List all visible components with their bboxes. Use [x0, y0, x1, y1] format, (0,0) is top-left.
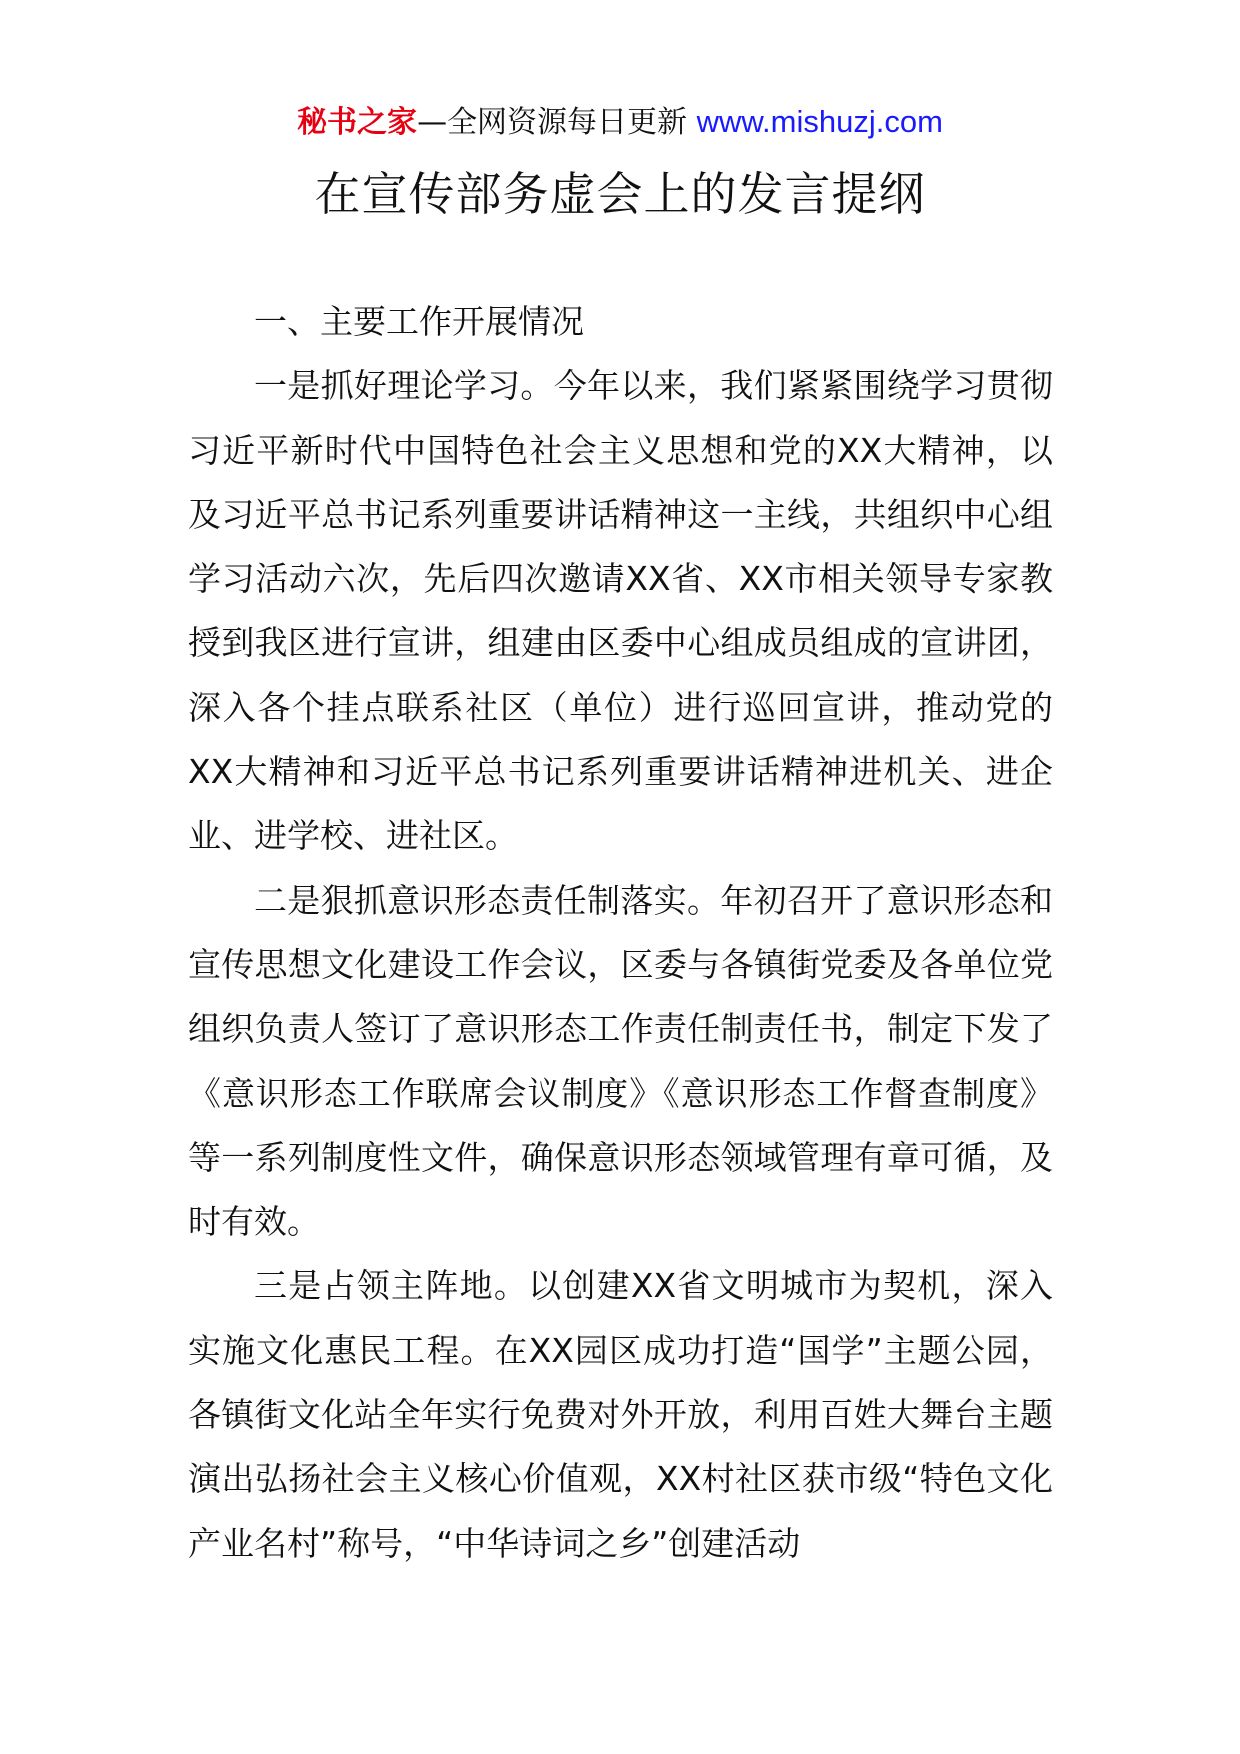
document-body — [188, 290, 1053, 1576]
body-paragraph: 二是狠抓意识形态责任制落实。年初召开了意识形态和宣传思想文化建设工作会议，区委与各镇街党委及各单位党组织负责人签订了意识形态工作责任制责任书，制定下发了《意识形态工作联席会议制度》《意识形态工作督查制度》等一系列制度性文件，确保意识形态领域管理有章可循，及时有效。 — [188, 880, 1053, 1242]
body-paragraph: 一是抓好理论学习。今年以来，我们紧紧围绕学习贯彻习近平新时代中国特色社会主义思想和党的XX大精神，以及习近平总书记系列重要讲话精神这一主线，共组织中心组学习活动六次，先后四次邀请XX省、XX市相关领导专家教授到我区进行宣讲，组建由区委中心组成员组成的宣讲团，深入各个挂点联系社区（单位）进行巡回宣讲，推动党的XX大精神和习近平总书记系列重要讲话精神进机关、进企业、进学校、进社区。 — [188, 366, 1053, 856]
site-url-link[interactable]: www.mishuzj.com — [696, 104, 943, 139]
document-title: 在宣传部务虚会上的发言提纲 — [314, 167, 926, 221]
brand-name: 秘书之家 — [297, 105, 418, 140]
body-paragraph: 三是占领主阵地。以创建XX省文明城市为契机，深入实施文化惠民工程。在XX园区成功打造“国学”主题公园，各镇街文化站全年实行免费对外开放，利用百姓大舞台主题演出弘扬社会主义核心价值观，XX村社区获市级“特色文化产业名村”称号，“中华诗词之乡”创建活动 — [188, 1266, 1053, 1563]
section-heading: 一、主要工作开展情况 — [254, 302, 584, 341]
header-slogan: —全网资源每日更新 — [417, 105, 697, 140]
site-header — [0, 100, 1240, 145]
